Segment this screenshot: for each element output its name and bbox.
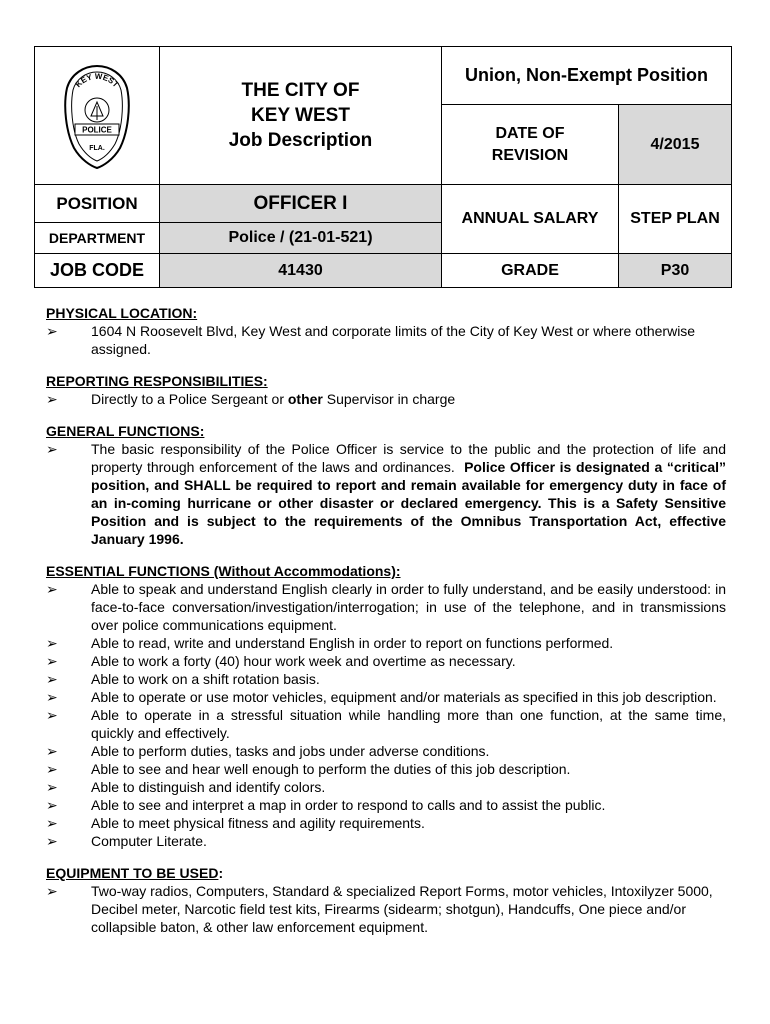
list-item (46, 322, 726, 358)
arrow-bullet-icon: ➢ (46, 797, 58, 813)
essential-item-text: Able to see and interpret a map in order to respond to calls and to assist the public. (91, 797, 606, 813)
essential-item-text: Able to distinguish and identify colors. (91, 779, 326, 795)
date-label-line-1: DATE OF (495, 124, 565, 142)
list-item (46, 814, 726, 832)
list-item (46, 670, 726, 688)
union-position-label: Union, Non-Exempt Position (442, 47, 732, 105)
general-functions-text: The basic responsibility of the Police Officer is service to the public and the protection of life and property through enforcement of the laws and ordinances. (91, 441, 730, 475)
essential-functions-section (46, 562, 726, 850)
department-value: Police / (21-01-521) (160, 223, 442, 254)
arrow-bullet-icon: ➢ (46, 779, 58, 795)
essential-item-text: Able to operate or use motor vehicles, equipment and/or materials as specified in this job description. (91, 689, 717, 705)
badge-text-top: KEY WEST (73, 71, 121, 89)
essential-item-text: Able to speak and understand English clearly in order to fully understand, and be easily understood: in face-to-face conversation/investigation/interrogation; in use of the telephone, and in transmissions over police communications equipment. (91, 581, 726, 633)
equipment-heading-row (46, 864, 726, 882)
arrow-bullet-icon: ➢ (46, 441, 58, 457)
reporting-text-a: Directly to a Police Sergeant or (91, 391, 288, 407)
reporting-heading: REPORTING RESPONSIBILITIES: (46, 373, 268, 389)
position-value: OFFICER I (160, 185, 442, 223)
arrow-bullet-icon: ➢ (46, 671, 58, 687)
list-item (46, 390, 726, 408)
list-item (46, 580, 726, 634)
annual-salary-value: STEP PLAN (619, 185, 732, 254)
job-code-value: 41430 (160, 254, 442, 288)
arrow-bullet-icon: ➢ (46, 833, 58, 849)
department-label: DEPARTMENT (35, 223, 160, 254)
police-badge-logo (60, 62, 134, 170)
grade-value: P30 (619, 254, 732, 288)
job-description-body (46, 304, 730, 950)
annual-salary-label: ANNUAL SALARY (442, 185, 619, 254)
essential-item-text: Able to read, write and understand English in order to report on functions performed. (91, 635, 614, 651)
title-cell (160, 47, 442, 185)
physical-location-heading: PHYSICAL LOCATION: (46, 305, 198, 321)
equipment-text: Two-way radios, Computers, Standard & specialized Report Forms, motor vehicles, Intoxilyzer 5000, Decibel meter, Narcotic field test kits, Firearms (sidearm; shotgun), Handcuffs, One piece and/or collapsible baton, & other law enforcement equipment. (91, 883, 713, 935)
essential-item-text: Able to work a forty (40) hour work week and overtime as necessary. (91, 653, 516, 669)
list-item (46, 760, 726, 778)
date-of-revision-label (442, 105, 619, 185)
arrow-bullet-icon: ➢ (46, 323, 58, 339)
arrow-bullet-icon: ➢ (46, 581, 58, 597)
title-line-2: KEY WEST (251, 105, 350, 126)
general-functions-section (46, 422, 730, 548)
arrow-bullet-icon: ➢ (46, 707, 58, 723)
physical-location-section (46, 304, 726, 358)
arrow-bullet-icon: ➢ (46, 653, 58, 669)
essential-item-text: Able to operate in a stressful situation while handling more than one function, at the same time, quickly and effectively. (91, 707, 726, 741)
general-functions-heading: GENERAL FUNCTIONS: (46, 423, 205, 439)
essential-item-text: Computer Literate. (91, 833, 207, 849)
arrow-bullet-icon: ➢ (46, 635, 58, 651)
equipment-section (46, 864, 726, 936)
arrow-bullet-icon: ➢ (46, 689, 58, 705)
list-item (46, 832, 726, 850)
arrow-bullet-icon: ➢ (46, 743, 58, 759)
logo-cell (35, 47, 160, 185)
equipment-heading-colon: : (218, 865, 224, 881)
general-functions-bold-text: Police Officer is designated a “critical” position, and SHALL be required to report and remain available for emergency duty in face of an in-coming hurricane or other disaster or declared emergency. This is a Safety Sensitive Position and is subject to the requirements of the Omnibus Transportation Act, effective January 1996. (91, 459, 726, 547)
title-line-3: Job Description (228, 130, 373, 151)
list-item (46, 440, 730, 548)
essential-item-text: Able to see and hear well enough to perform the duties of this job description. (91, 761, 571, 777)
list-item (46, 882, 726, 936)
list-item (46, 796, 726, 814)
arrow-bullet-icon: ➢ (46, 883, 58, 899)
svg-text:KEY WEST (74, 71, 121, 88)
physical-location-text: 1604 N Roosevelt Blvd, Key West and corporate limits of the City of Key West or where otherwise assigned. (91, 323, 696, 357)
list-item (46, 706, 726, 742)
reporting-text-bold: other (287, 391, 323, 407)
reporting-section (46, 372, 726, 408)
equipment-heading: EQUIPMENT TO BE USED (46, 865, 219, 881)
list-item (46, 742, 726, 760)
grade-label: GRADE (442, 254, 619, 288)
list-item (46, 652, 726, 670)
job-header-table (34, 46, 732, 288)
essential-functions-heading: ESSENTIAL FUNCTIONS (Without Accommodations): (46, 563, 401, 579)
essential-item-text: Able to work on a shift rotation basis. (91, 671, 320, 687)
reporting-text-b: Supervisor in charge (322, 391, 456, 407)
arrow-bullet-icon: ➢ (46, 815, 58, 831)
title-line-1: THE CITY OF (241, 80, 360, 101)
job-code-label: JOB CODE (35, 254, 160, 288)
list-item (46, 688, 726, 706)
arrow-bullet-icon: ➢ (46, 391, 58, 407)
date-label-line-2: REVISION (491, 146, 569, 164)
date-of-revision-value: 4/2015 (619, 105, 732, 185)
essential-item-text: Able to perform duties, tasks and jobs under adverse conditions. (91, 743, 490, 759)
list-item (46, 634, 726, 652)
badge-text-bottom: FLA. (89, 144, 105, 152)
list-item (46, 778, 726, 796)
arrow-bullet-icon: ➢ (46, 761, 58, 777)
badge-text-mid: POLICE (82, 125, 112, 134)
position-label: POSITION (35, 185, 160, 223)
essential-item-text: Able to meet physical fitness and agility requirements. (91, 815, 425, 831)
